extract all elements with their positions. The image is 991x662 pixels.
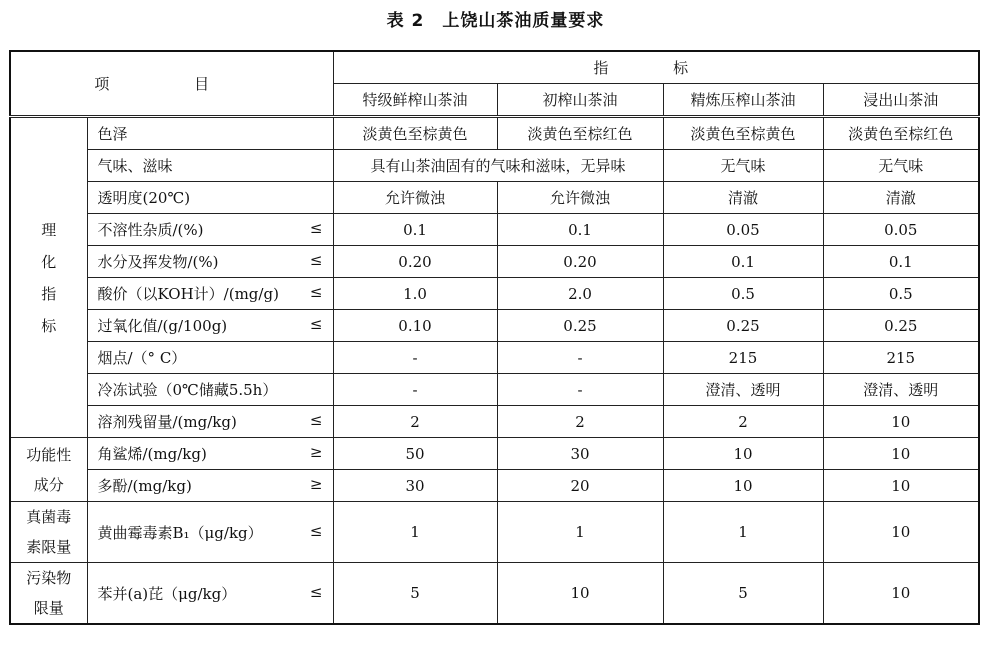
table-row (10, 406, 979, 438)
value-cell: 10 (823, 406, 979, 438)
comparison-operator: ≥ (309, 475, 323, 493)
item-cell (87, 563, 333, 625)
table-row (10, 563, 979, 625)
table-row (10, 438, 979, 470)
value-cell: 2 (663, 406, 823, 438)
comparison-operator: ≤ (309, 582, 323, 601)
value-cell: 无气味 (823, 150, 979, 182)
value-cell: 5 (333, 563, 497, 625)
value-cell: 0.1 (333, 214, 497, 246)
value-cell: 淡黄色至棕红色 (823, 117, 979, 150)
value-cell: - (497, 374, 663, 406)
value-cell: 允许微浊 (333, 182, 497, 214)
item-cell (87, 278, 333, 310)
value-cell: - (497, 342, 663, 374)
value-cell: 0.5 (663, 278, 823, 310)
value-cell: 10 (497, 563, 663, 625)
category-cell: 污染物 限量 (10, 563, 87, 625)
value-cell: 2 (333, 406, 497, 438)
value-cell: 0.05 (663, 214, 823, 246)
table-row (10, 182, 979, 214)
value-cell: 0.05 (823, 214, 979, 246)
value-cell: 50 (333, 438, 497, 470)
header-indicator: 指 标 (333, 51, 979, 84)
item-label: 色泽 (97, 125, 128, 143)
value-cell: 0.25 (663, 310, 823, 342)
comparison-operator: ≤ (309, 251, 323, 269)
item-label: 冷冻试验（0℃储藏5.5h） (97, 381, 278, 399)
value-cell: 1 (663, 502, 823, 563)
header-col-2: 初榨山茶油 (497, 84, 663, 117)
value-cell: 清澈 (663, 182, 823, 214)
value-cell: 215 (663, 342, 823, 374)
table-title-text: 上饶山茶油质量要求 (442, 11, 605, 31)
table-row (10, 502, 979, 563)
item-label: 透明度(20℃) (97, 189, 191, 207)
table-row (10, 117, 979, 150)
value-cell: - (333, 342, 497, 374)
value-cell: 澄清、透明 (663, 374, 823, 406)
table-row (10, 214, 979, 246)
item-label: 过氧化值/(g/100g) (97, 317, 228, 335)
value-cell: 0.25 (823, 310, 979, 342)
table-row (10, 278, 979, 310)
value-cell: 0.10 (333, 310, 497, 342)
value-cell: 澄清、透明 (823, 374, 979, 406)
item-cell (87, 406, 333, 438)
item-label: 不溶性杂质/(%) (97, 221, 204, 239)
item-cell (87, 150, 333, 182)
value-cell: 10 (823, 502, 979, 563)
item-label: 气味、滋味 (97, 157, 173, 175)
item-cell (87, 246, 333, 278)
value-cell: 2.0 (497, 278, 663, 310)
item-cell (87, 502, 333, 563)
comparison-operator: ≤ (309, 315, 323, 333)
value-cell: 20 (497, 470, 663, 502)
item-label: 黄曲霉毒素B₁（μg/kg） (97, 523, 263, 542)
quality-requirements-table (9, 50, 980, 625)
comparison-operator: ≥ (309, 443, 323, 461)
item-cell (87, 214, 333, 246)
comparison-operator: ≤ (309, 219, 323, 237)
item-cell (87, 470, 333, 502)
table-row (10, 246, 979, 278)
header-col-1: 特级鲜榨山茶油 (333, 84, 497, 117)
item-label: 溶剂残留量/(mg/kg) (97, 413, 237, 431)
value-cell: 允许微浊 (497, 182, 663, 214)
category-cell: 真菌毒 素限量 (10, 502, 87, 563)
value-cell: 1.0 (333, 278, 497, 310)
item-label: 多酚/(mg/kg) (97, 477, 192, 495)
value-cell: 10 (663, 438, 823, 470)
value-cell: 淡黄色至棕黄色 (663, 117, 823, 150)
category-cell: 功能性 成分 (10, 438, 87, 502)
value-cell: 0.25 (497, 310, 663, 342)
comparison-operator: ≤ (309, 411, 323, 429)
item-cell (87, 342, 333, 374)
value-cell: 30 (333, 470, 497, 502)
table-number: 表 2 (386, 11, 425, 31)
item-cell (87, 117, 333, 150)
table-row (10, 310, 979, 342)
value-cell: 0.1 (823, 246, 979, 278)
table-row (10, 470, 979, 502)
value-cell: 0.1 (663, 246, 823, 278)
value-cell: 10 (823, 470, 979, 502)
value-cell-merged: 具有山茶油固有的气味和滋味，无异味 (333, 150, 663, 182)
item-cell (87, 374, 333, 406)
value-cell: 5 (663, 563, 823, 625)
category-cell: 理 化 指 标 (10, 117, 87, 438)
value-cell: 0.20 (497, 246, 663, 278)
table-row (10, 342, 979, 374)
item-label: 酸价（以KOH计）/(mg/g) (97, 285, 279, 303)
item-cell (87, 438, 333, 470)
table-title (0, 6, 991, 31)
value-cell: 0.20 (333, 246, 497, 278)
item-label: 苯并(a)芘（μg/kg） (97, 584, 237, 603)
value-cell: 0.5 (823, 278, 979, 310)
value-cell: 30 (497, 438, 663, 470)
value-cell: 淡黄色至棕红色 (497, 117, 663, 150)
value-cell: 淡黄色至棕黄色 (333, 117, 497, 150)
item-label: 烟点/（° C） (97, 349, 187, 367)
header-col-3: 精炼压榨山茶油 (663, 84, 823, 117)
item-cell (87, 182, 333, 214)
value-cell: 10 (823, 438, 979, 470)
value-cell: 10 (823, 563, 979, 625)
header-col-4: 浸出山茶油 (823, 84, 979, 117)
value-cell: 1 (497, 502, 663, 563)
comparison-operator: ≤ (309, 283, 323, 301)
item-cell (87, 310, 333, 342)
item-label: 角鲨烯/(mg/kg) (97, 445, 207, 463)
value-cell: 0.1 (497, 214, 663, 246)
table-row (10, 374, 979, 406)
comparison-operator: ≤ (309, 521, 323, 540)
header-item: 项 目 (10, 51, 333, 117)
value-cell: 2 (497, 406, 663, 438)
item-label: 水分及挥发物/(%) (97, 253, 219, 271)
value-cell: 1 (333, 502, 497, 563)
value-cell: 215 (823, 342, 979, 374)
value-cell: 清澈 (823, 182, 979, 214)
table-row (10, 150, 979, 182)
header-row-1 (10, 51, 979, 84)
value-cell: 10 (663, 470, 823, 502)
value-cell: 无气味 (663, 150, 823, 182)
value-cell: - (333, 374, 497, 406)
